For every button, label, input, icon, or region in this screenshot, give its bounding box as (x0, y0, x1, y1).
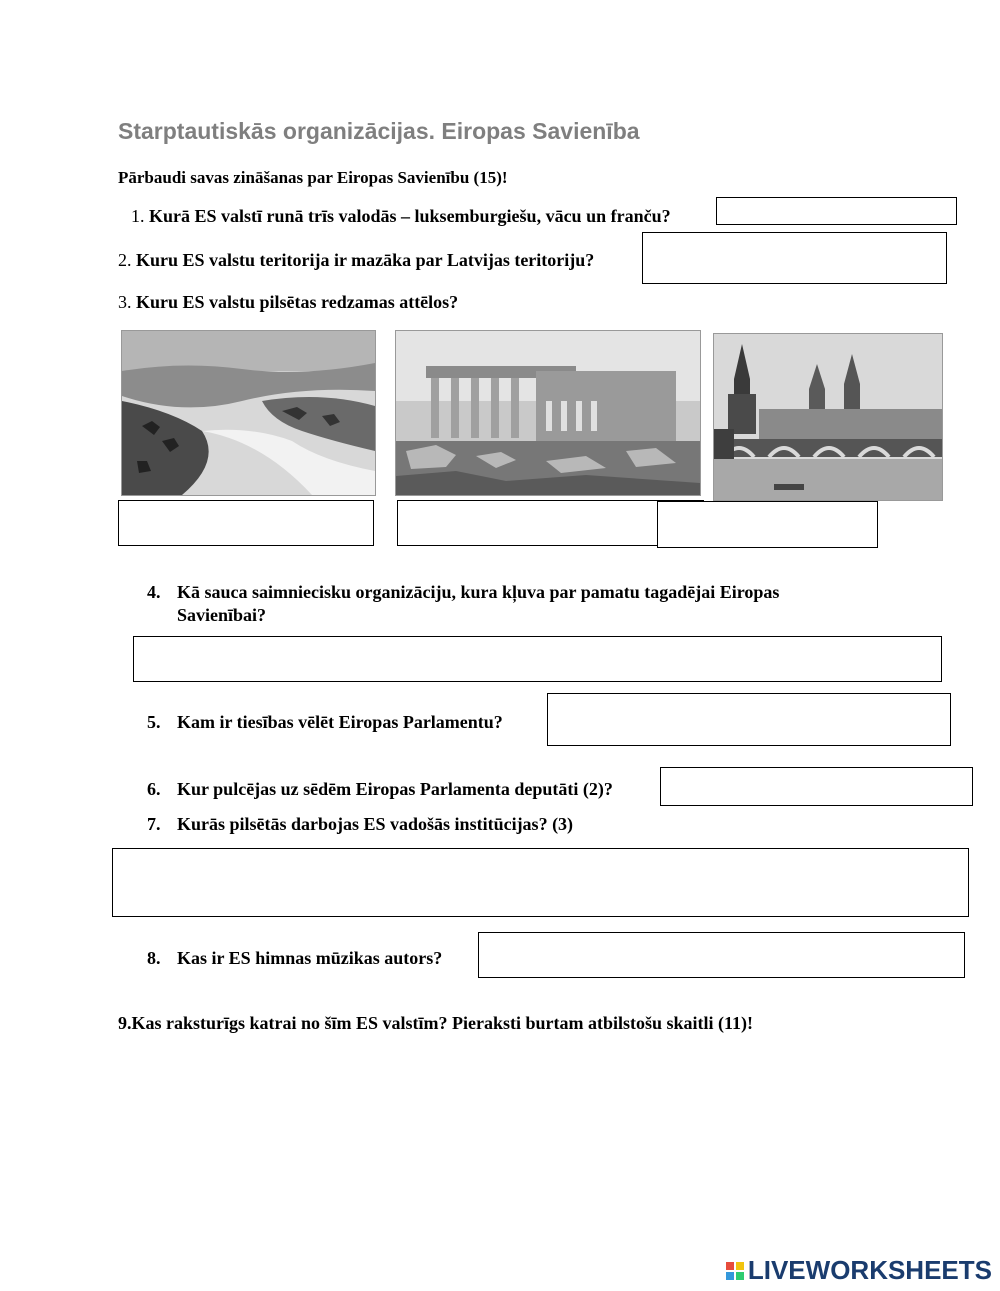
question-8-number: 8. (147, 948, 161, 968)
answer-2-field[interactable] (642, 232, 947, 284)
page-subtitle: Pārbaudi savas zināšanas par Eiropas Savienību (15)! (118, 168, 508, 187)
logo-text: LIVEWORKSHEETS (747, 1255, 992, 1285)
question-8-text: Kas ir ES himnas mūzikas autors? (177, 948, 443, 968)
question-9: 9.Kas raksturīgs katrai no šīm ES valstīm? Pieraksti burtam atbilstošu skaitli (11)! (118, 1013, 754, 1033)
question-6-text: Kur pulcējas uz sēdēm Eiropas Parlamenta deputāti (2)? (177, 779, 613, 799)
question-4-line2: Savienībai? (177, 605, 267, 625)
city-photo-3 (713, 333, 943, 501)
answer-4-field[interactable] (133, 636, 942, 682)
logo-mark-icon (726, 1262, 744, 1280)
liveworksheets-logo (726, 1255, 992, 1286)
question-4-text-line1: Kā sauca saimniecisku organizāciju, kura kļuva par pamatu tagadējai Eiropas (177, 582, 780, 602)
question-6 (147, 779, 613, 800)
question-1 (131, 206, 671, 227)
question-3-text: Kuru ES valstu pilsētas redzamas attēlos? (136, 292, 459, 312)
question-4 (147, 582, 779, 603)
city-photo-2 (395, 330, 701, 496)
question-1-text: Kurā ES valstī runā trīs valodās – luksemburgiešu, vācu un franču? (149, 206, 671, 226)
answer-5-field[interactable] (547, 693, 951, 746)
answer-7-field[interactable] (112, 848, 969, 917)
page-title: Starptautiskās organizācijas. Eiropas Savienība (118, 118, 640, 144)
question-3 (118, 292, 458, 313)
answer-8-field[interactable] (478, 932, 965, 978)
question-4-number: 4. (147, 582, 161, 602)
question-7 (147, 814, 573, 835)
question-2 (118, 250, 594, 271)
question-5-text: Kam ir tiesības vēlēt Eiropas Parlamentu? (177, 712, 503, 732)
answer-3a-field[interactable] (118, 500, 374, 546)
question-8 (147, 948, 442, 969)
question-1-number: 1. (131, 206, 145, 226)
question-7-text: Kurās pilsētās darbojas ES vadošās institūcijas? (3) (177, 814, 574, 834)
answer-6-field[interactable] (660, 767, 973, 806)
question-5 (147, 712, 503, 733)
city-photo-1 (121, 330, 376, 496)
answer-3c-field[interactable] (657, 501, 878, 548)
question-2-text: Kuru ES valstu teritorija ir mazāka par Latvijas teritoriju? (136, 250, 595, 270)
question-6-number: 6. (147, 779, 161, 799)
question-7-number: 7. (147, 814, 161, 834)
question-2-number: 2. (118, 250, 132, 270)
answer-1-field[interactable] (716, 197, 957, 225)
question-3-number: 3. (118, 292, 132, 312)
question-5-number: 5. (147, 712, 161, 732)
